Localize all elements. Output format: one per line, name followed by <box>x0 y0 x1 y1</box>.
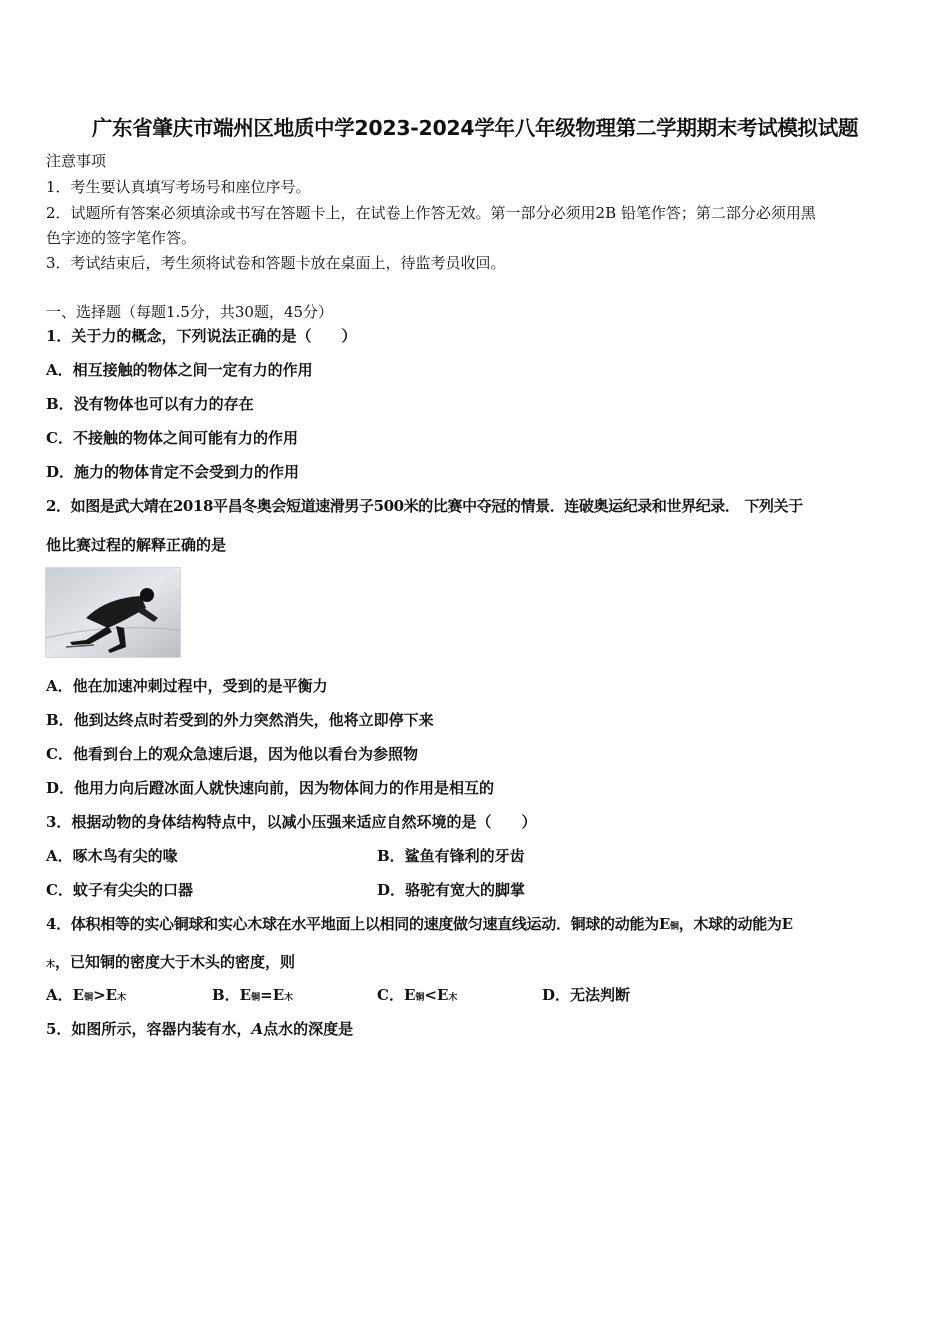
notice-item-2: 2．试题所有答案必须填涂或书写在答题卡上，在试卷上作答无效。第一部分必须用2B 铅笔作答；第二部分必须用黑 <box>46 204 816 222</box>
q3-option-d: D．骆驼有宽大的脚掌 <box>377 881 526 899</box>
q4-stem-line1: 4．体积相等的实心铜球和实心木球在水平地面上以相同的速度做匀速直线运动．铜球的动能为E铜，木球的动能为E <box>46 915 793 933</box>
q1-option-a: A．相互接触的物体之间一定有力的作用 <box>46 361 313 379</box>
q3-stem: 3．根据动物的身体结构特点中，以减小压强来适应自然环境的是（ ） <box>46 813 537 831</box>
q4-option-b: B．E铜=E木 <box>212 986 294 1004</box>
q4-option-d: D．无法判断 <box>542 986 631 1004</box>
q2-option-b: B．他到达终点时若受到的外力突然消失，他将立即停下来 <box>46 711 434 729</box>
q1-stem: 1．关于力的概念，下列说法正确的是（ ） <box>46 327 357 345</box>
q3-option-a: A．啄木鸟有尖的喙 <box>46 847 178 865</box>
q4-option-c: C．E铜<E木 <box>377 986 458 1004</box>
q4-option-a: A．E铜>E木 <box>46 986 127 1004</box>
exam-title: 广东省肇庆市端州区地质中学2023-2024学年八年级物理第二学期期末考试模拟试题 <box>91 116 859 140</box>
q2-stem-line1: 2．如图是武大靖在2018平昌冬奥会短道速滑男子500米的比赛中夺冠的情景．连破奥运纪录和世界纪录． 下列关于 <box>46 497 803 515</box>
q1-option-b: B．没有物体也可以有力的存在 <box>46 395 254 413</box>
section-heading: 一、选择题（每题1.5分，共30题，45分） <box>46 303 334 321</box>
notice-item-3: 3．考试结束后，考生须将试卷和答题卡放在桌面上，待监考员收回。 <box>46 254 506 272</box>
notice-item-1: 1．考生要认真填写考场号和座位序号。 <box>46 178 311 196</box>
q2-option-c: C．他看到台上的观众急速后退，因为他以看台为参照物 <box>46 745 418 763</box>
q4-stem-line2: 木，已知铜的密度大于木头的密度，则 <box>46 953 296 971</box>
q2-option-a: A．他在加速冲刺过程中，受到的是平衡力 <box>46 677 328 695</box>
q2-option-d: D．他用力向后蹬冰面人就快速向前，因为物体间力的作用是相互的 <box>46 779 495 797</box>
q1-option-d: D．施力的物体肯定不会受到力的作用 <box>46 463 300 481</box>
q5-stem: 5．如图所示，容器内装有水，A点水的深度是 <box>46 1020 354 1038</box>
q1-option-c: C．不接触的物体之间可能有力的作用 <box>46 429 298 447</box>
q3-option-b: B．鲨鱼有锋利的牙齿 <box>377 847 525 865</box>
notice-heading: 注意事项 <box>46 152 107 170</box>
speed-skater-photo <box>45 567 181 658</box>
q2-stem-line2: 他比赛过程的解释正确的是 <box>46 536 227 554</box>
q3-option-c: C．蚊子有尖尖的口器 <box>46 881 193 899</box>
notice-item-2-cont: 色字迹的签字笔作答。 <box>46 229 197 247</box>
